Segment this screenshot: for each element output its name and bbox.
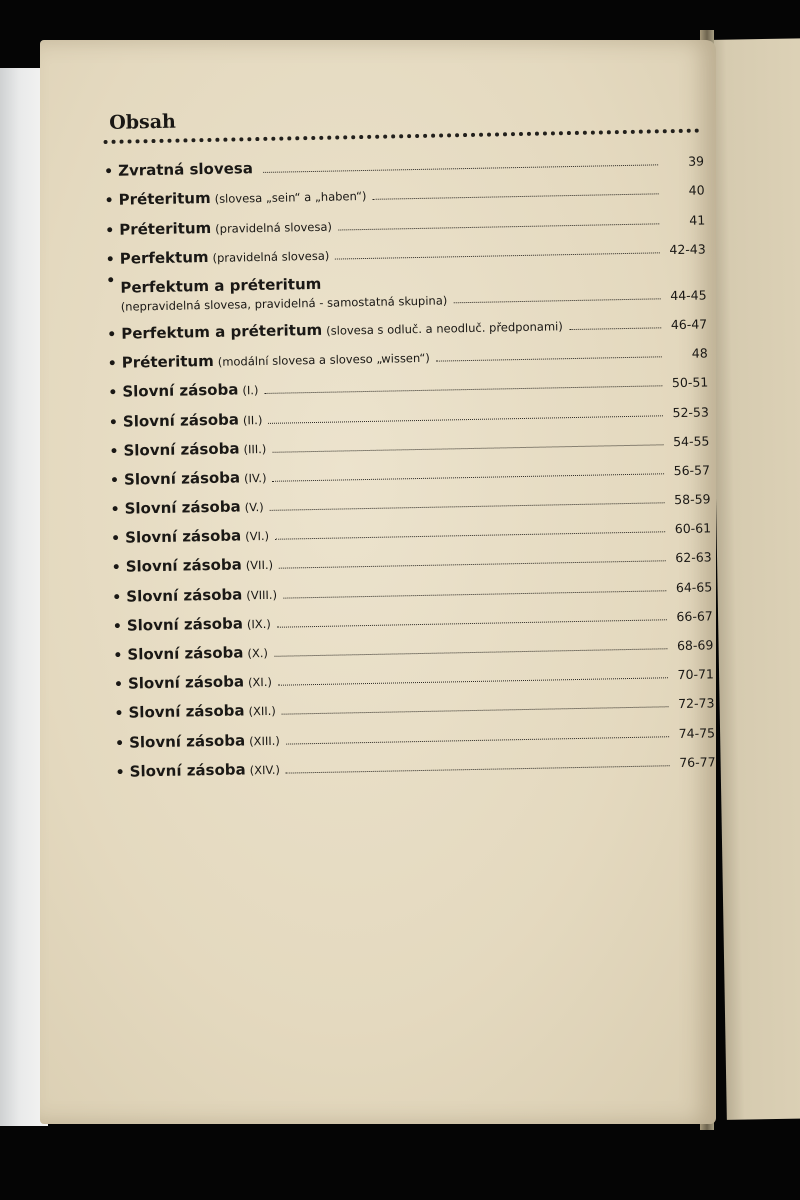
entry-subtitle: (pravidelná slovesa) — [215, 219, 333, 236]
bullet-icon: • — [104, 164, 114, 181]
entry-label — [123, 438, 266, 461]
entry-title: Perfektum — [119, 247, 209, 268]
entry-page: 74-75 — [678, 724, 716, 741]
entry-title: Slovní zásoba — [125, 526, 242, 547]
bullet-icon: • — [112, 589, 122, 606]
entry-subtitle: (slovesa s odluč. a neodluč. předponami) — [326, 319, 563, 338]
entry-title: Préteritum — [118, 189, 211, 210]
facing-page — [708, 38, 800, 1120]
entry-title: Slovní zásoba — [126, 585, 243, 606]
entry-title: Slovní zásoba — [125, 555, 242, 577]
entry-subtitle: (II.) — [242, 412, 263, 427]
entry-subtitle: (V.) — [244, 500, 264, 515]
entry-title: Slovní zásoba — [124, 497, 241, 518]
entry-page: 52-53 — [672, 403, 710, 420]
entry-label — [126, 554, 274, 577]
bullet-icon: • — [107, 326, 117, 343]
bullet-icon: • — [114, 706, 124, 723]
toc-title: Obsah — [108, 110, 177, 134]
entry-page: 41 — [689, 212, 706, 228]
entry-page: 39 — [688, 153, 705, 169]
bullet-icon: • — [104, 193, 114, 210]
dot-leader — [436, 356, 662, 361]
entry-subtitle: (X.) — [247, 645, 269, 661]
entry-title: Slovní zásoba — [123, 439, 240, 460]
entry-subtitle: (modální slovesa a sloveso „wissen“) — [217, 350, 430, 369]
entry-page: 48 — [691, 345, 708, 361]
entry-title: Perfektum a préteritum — [121, 320, 323, 343]
entry-label — [124, 467, 267, 490]
entry-page: 62-63 — [675, 549, 712, 566]
entry-title: Slovní zásoba — [127, 672, 245, 693]
entry-label — [124, 496, 263, 519]
bullet-icon: • — [106, 272, 116, 289]
bullet-icon: • — [113, 676, 124, 694]
entry-title: Perfektum a préteritum — [120, 274, 322, 297]
table-of-contents — [103, 100, 716, 781]
bullet-icon: • — [105, 251, 115, 268]
entry-label — [123, 408, 263, 431]
entry-title: Slovní zásoba — [123, 468, 241, 489]
entry-title: Préteritum — [119, 218, 212, 239]
entry-subtitle: (XIII.) — [248, 733, 280, 748]
entry-label — [125, 525, 269, 548]
entry-page: 76-77 — [679, 754, 716, 770]
entry-subtitle: (pravidelná slovesa) — [212, 248, 330, 265]
entry-page: 66-67 — [676, 608, 713, 624]
dot-leader — [373, 194, 659, 200]
entry-subtitle: (XIV.) — [249, 762, 281, 778]
entry-label — [128, 671, 272, 694]
bullet-icon: • — [108, 385, 118, 402]
entry-subtitle: (VIII.) — [246, 587, 278, 602]
entry-page: 56-57 — [673, 462, 711, 478]
entry-subtitle: (VI.) — [245, 529, 270, 544]
bullet-icon: • — [111, 560, 121, 577]
dot-leader — [569, 327, 661, 330]
entry-subtitle: (slovesa „sein“ a „haben“) — [214, 189, 367, 207]
entry-title: Slovní zásoba — [122, 409, 240, 431]
bullet-icon: • — [108, 414, 119, 431]
bullet-icon: • — [105, 222, 115, 239]
bullet-icon: • — [115, 764, 125, 781]
entry-title: Slovní zásoba — [126, 614, 244, 635]
entry-subtitle: (I.) — [242, 383, 259, 398]
entry-title: Slovní zásoba — [127, 643, 244, 664]
bullet-icon: • — [107, 355, 117, 373]
entry-page: 44-45 — [670, 287, 707, 303]
bullet-icon: • — [110, 501, 120, 518]
entry-page: 60-61 — [674, 520, 712, 537]
entry-title: Slovní zásoba — [129, 760, 246, 781]
entry-page: 54-55 — [672, 433, 710, 449]
entry-page: 46-47 — [670, 316, 708, 333]
entry-title: Slovní zásoba — [128, 730, 246, 752]
entry-title: Slovní zásoba — [128, 701, 245, 722]
entry-subtitle: (nepravidelná slovesa, pravidelná - samostatná skupina) — [120, 293, 448, 314]
dot-leader — [453, 298, 660, 303]
entry-title: Slovní zásoba — [122, 380, 239, 401]
entry-subtitle: (VII.) — [245, 558, 274, 573]
bullet-icon: • — [109, 443, 119, 460]
entry-label — [129, 758, 280, 781]
entry-subtitle: (III.) — [243, 441, 267, 457]
entry-page: 70-71 — [677, 666, 715, 683]
entry-title: Préteritum — [121, 352, 214, 372]
entry-label — [122, 379, 258, 402]
entry-label — [118, 158, 257, 181]
entry-page: 64-65 — [675, 579, 713, 595]
entry-page: 72-73 — [677, 695, 715, 712]
entry-label — [120, 272, 447, 314]
entry-page: 68-69 — [676, 637, 714, 654]
bullet-icon: • — [112, 618, 122, 635]
entry-page: 50-51 — [671, 374, 709, 391]
entry-subtitle: (IX.) — [246, 616, 271, 632]
entry-page: 42-43 — [669, 241, 706, 257]
entry-subtitle: (IV.) — [243, 470, 267, 486]
entry-subtitle: (XII.) — [248, 704, 276, 719]
entry-subtitle: (XI.) — [247, 675, 273, 690]
entry-page: 58-59 — [674, 491, 711, 508]
dot-leader — [286, 765, 670, 773]
entry-label — [127, 642, 268, 665]
bullet-icon: • — [111, 531, 121, 548]
bullet-icon: • — [113, 647, 123, 664]
bullet-icon: • — [114, 735, 125, 752]
entry-label — [127, 613, 271, 636]
entry-title: Zvratná slovesa — [117, 159, 254, 180]
bullet-icon: • — [109, 472, 120, 489]
entry-label — [128, 700, 276, 723]
entry-page: 40 — [688, 182, 705, 199]
